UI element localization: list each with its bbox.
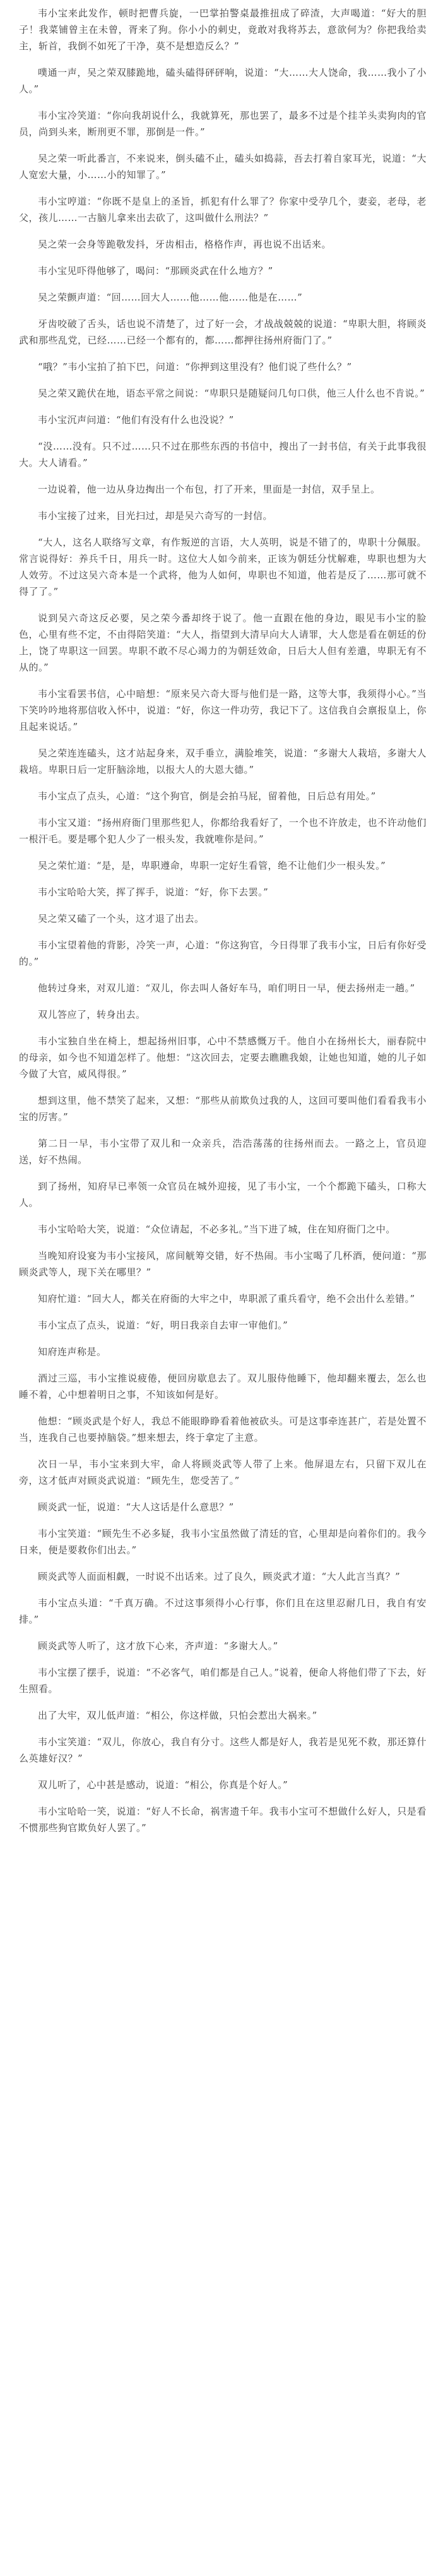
paragraph: 韦小宝冷笑道：“你向我胡说什么，我就算死，那也罢了，最多不过是个挂羊头卖狗肉的官员，尚到头来，断刑更不罪，那倒是一件。” (19, 110, 427, 138)
paragraph: 韦小宝哈哈大笑，挥了挥手，说道：“好，你下去罢。” (38, 886, 269, 898)
paragraph: 噗通一声，吴之荣双膝跪地，磕头磕得砰砰响，说道：“大……大人饶命，我……我小了小人。” (19, 67, 427, 95)
paragraph: 知府连声称是。 (38, 1346, 107, 1357)
story-text (19, 5, 427, 1836)
paragraph: 韦小宝见吓得他够了，喝问：“那顾炎武在什么地方？” (38, 265, 273, 277)
paragraph: 他想：“顾炎武是个好人，我总不能眼睁睁看着他被砍头。可是这事牵连甚广，若是处置不当，连我自己也要掉脑袋。”想来想去，终于拿定了主意。 (19, 1416, 427, 1443)
paragraph: “大人，这名人联络写文章，有作叛逆的言语，大人英明，说是不错了的，卑职十分佩服。常言说得好：养兵千日，用兵一时。这位大人如今前来，正该为朝廷分忧解难，卑职也想为大人效劳。不过这吴六奇本是一个武将，他为人如何，卑职也不知道，他若是反了……那可就不得了了。” (19, 537, 427, 597)
paragraph: 韦小宝接了过来，目光扫过，却是吴六奇写的一封信。 (38, 510, 273, 522)
paragraph: 韦小宝又道：“扬州府衙门里那些犯人，你都给我看好了，一个也不许放走，也不许动他们一根汗毛。要是哪个犯人少了一根头发，我就唯你是问。” (19, 817, 427, 845)
paragraph: 顾炎武等人面面相觑，一时说不出话来。过了良久，顾炎武才道：“大人此言当真？” (38, 1571, 401, 1582)
paragraph: 韦小宝哼道：“你既不是皇上的圣旨，抓犯有什么罪了？你家中受孕几个，妻妾，老母，老父，孩儿……一古脑儿拿来出去砍了，这叫做什么刑法？” (19, 196, 427, 224)
paragraph: 韦小宝点头道：“千真万确。不过这事须得小心行事，你们且在这里忍耐几日，我自有安排。” (19, 1597, 427, 1625)
paragraph: 韦小宝独自坐在椅上，想起扬州旧事，心中不禁感慨万千。他自小在扬州长大，丽春院中的母亲，如今也不知道怎样了。他想：“这次回去，定要去瞧瞧我娘，让她也知道，她的儿子如今做了大官，威风得很。” (19, 1035, 427, 1080)
paragraph: 当晚知府设宴为韦小宝接风，席间觥筹交错，好不热闹。韦小宝喝了几杯酒，便问道：“那顾炎武等人，现下关在哪里？” (19, 1250, 427, 1278)
paragraph: 韦小宝点了点头，说道：“好，明日我亲自去审一审他们。” (38, 1320, 288, 1331)
paragraph: 韦小宝望着他的背影，冷笑一声，心道：“你这狗官，今日得罪了我韦小宝，日后有你好受的。” (19, 939, 427, 967)
paragraph: 到了扬州，知府早已率领一众官员在城外迎接，见了韦小宝，一个个都跪下磕头，口称大人。 (19, 1181, 427, 1208)
paragraph: 韦小宝哈哈大笑，说道：“众位请起，不必多礼。”当下进了城，住在知府衙门之中。 (38, 1224, 396, 1235)
paragraph: 韦小宝笑道：“顾先生不必多疑，我韦小宝虽然做了清廷的官，心里却是向着你们的。我今日来，便是要救你们出去。” (19, 1528, 427, 1556)
paragraph: 双儿答应了，转身出去。 (38, 1009, 146, 1020)
paragraph: 吴之荣一会身等跪敬发抖，牙齿相击，格格作声，再也说不出话来。 (38, 239, 332, 250)
paragraph: 韦小宝看罢书信，心中暗想：“原来吴六奇大哥与他们是一路，这等大事，我须得小心。”当下笑吟吟地将那信收入怀中，说道：“好，你这一件功劳，我记下了。这信我自会禀报皇上，你且起来说话。” (19, 688, 427, 732)
paragraph: 第二日一早，韦小宝带了双儿和一众亲兵，浩浩荡荡的往扬州而去。一路之上，官员迎送，好不热闹。 (19, 1138, 427, 1166)
paragraph: 想到这里，他不禁笑了起来，又想：“那些从前欺负过我的人，这回可要叫他们看看我韦小宝的厉害。” (19, 1095, 427, 1123)
paragraph: 出了大牢，双儿低声道：“相公，你这样做，只怕会惹出大祸来。” (38, 1710, 317, 1721)
paragraph: 双儿听了，心中甚是感动，说道：“相公，你真是个好人。” (38, 1779, 288, 1791)
paragraph: “哦？”韦小宝拍了拍下巴，问道：“你押到这里没有？他们说了些什么？” (38, 361, 352, 373)
paragraph: 韦小宝点了点头，心道：“这个狗官，倒是会拍马屁，留着他，日后总有用处。” (38, 790, 376, 802)
paragraph: 知府忙道：“回大人，都关在府衙的大牢之中，卑职派了重兵看守，绝不会出什么差错。” (38, 1293, 415, 1304)
paragraph: 顾炎武等人听了，这才放下心来，齐声道：“多谢大人。” (38, 1640, 278, 1652)
paragraph: 他转过身来，对双儿道：“双儿，你去叫人备好车马，咱们明日一早，便去扬州走一趟。” (38, 982, 415, 994)
paragraph: “没……没有。只不过……只不过在那些东西的书信中，搜出了一封书信，有关于此事我很大。大人请看。” (19, 441, 427, 468)
paragraph: 牙齿咬破了舌头，话也说不清楚了，过了好一会，才战战兢兢的说道：“卑职大胆，将顾炎武和那些乱党，已经……已经一个都有的，都……都押往扬州府衙门了。” (19, 318, 427, 346)
paragraph: 吴之荣忙道：“是，是，卑职遵命，卑职一定好生看管，绝不让他们少一根头发。” (38, 860, 386, 871)
paragraph: 酒过三巡，韦小宝推说疲倦，便回房歇息去了。双儿服侍他睡下，他却翻来覆去，怎么也睡不着，心中想着明日之事，不知该如何是好。 (19, 1373, 427, 1400)
paragraph: 吴之荣颤声道：“回……回大人……他……他……他是在……” (38, 292, 303, 303)
paragraph: 韦小宝摆了摆手，说道：“不必客气，咱们都是自己人。”说着，便命人将他们带了下去，好生照看。 (19, 1667, 427, 1695)
paragraph: 一边说着，他一边从身边掏出一个布包，打了开来，里面是一封信，双手呈上。 (38, 484, 380, 495)
paragraph: 吴之荣连连磕头，这才站起身来，双手垂立，满脸堆笑，说道：“多谢大人栽培，多谢大人栽培。卑职日后一定肝脑涂地，以报大人的大恩大德。” (19, 748, 427, 775)
paragraph: 说到吴六奇这反必要，吴之荣今番却终于说了。他一直跟在他的身边，眼见韦小宝的脸色，心里有些不定，不由得陪笑道：“大人，指望到大清早向大人请罪，大人您是看在朝廷的份上，饶了卑职这一回罢。卑职不敢不尽心竭力的为朝廷效命，日后大人但有差遣，卑职无有不从的。” (19, 612, 427, 673)
paragraph: 韦小宝笑道：“双儿，你放心，我自有分寸。这些人都是好人，我若是见死不救，那还算什么英雄好汉？” (19, 1736, 427, 1764)
paragraph: 韦小宝沉声问道：“他们有没有什么也没说？” (38, 414, 234, 426)
paragraph: 韦小宝来此发作，顿时把曹兵旋，一巴掌拍警桌最推扭成了碎渣，大声喝道：“好大的胆子！我菜铺曾主在未曾，胥来了狗。你小小的刺史，竟敢对我将苏去，意欲何为？你把我给卖主，斩首，我倒不如死了干净，莫不是想造反么？” (19, 8, 427, 52)
paragraph: 次日一早，韦小宝来到大牢，命人将顾炎武等人带了上来。他屏退左右，只留下双儿在旁，这才低声对顾炎武说道：“顾先生，您受苦了。” (19, 1458, 427, 1486)
paragraph: 韦小宝哈哈一笑，说道：“好人不长命，祸害遗千年。我韦小宝可不想做什么好人，只是看不惯那些狗官欺负好人罢了。” (19, 1806, 427, 1834)
paragraph: 吴之荣又磕了一个头，这才退了出去。 (38, 913, 204, 924)
paragraph: 吴之荣又跪伏在地，语态平常之间说：“卑职只是随疑问几句口供，他三人什么也不肯说。” (38, 388, 425, 399)
paragraph: 吴之荣一听此番言，不来说来，倒头磕不止，磕头如捣蒜，吾去打着自家耳光，说道：“大人宽宏大量，小……小的知罪了。” (19, 153, 427, 181)
paragraph: 顾炎武一怔，说道：“大人这话是什么意思？” (38, 1501, 234, 1513)
